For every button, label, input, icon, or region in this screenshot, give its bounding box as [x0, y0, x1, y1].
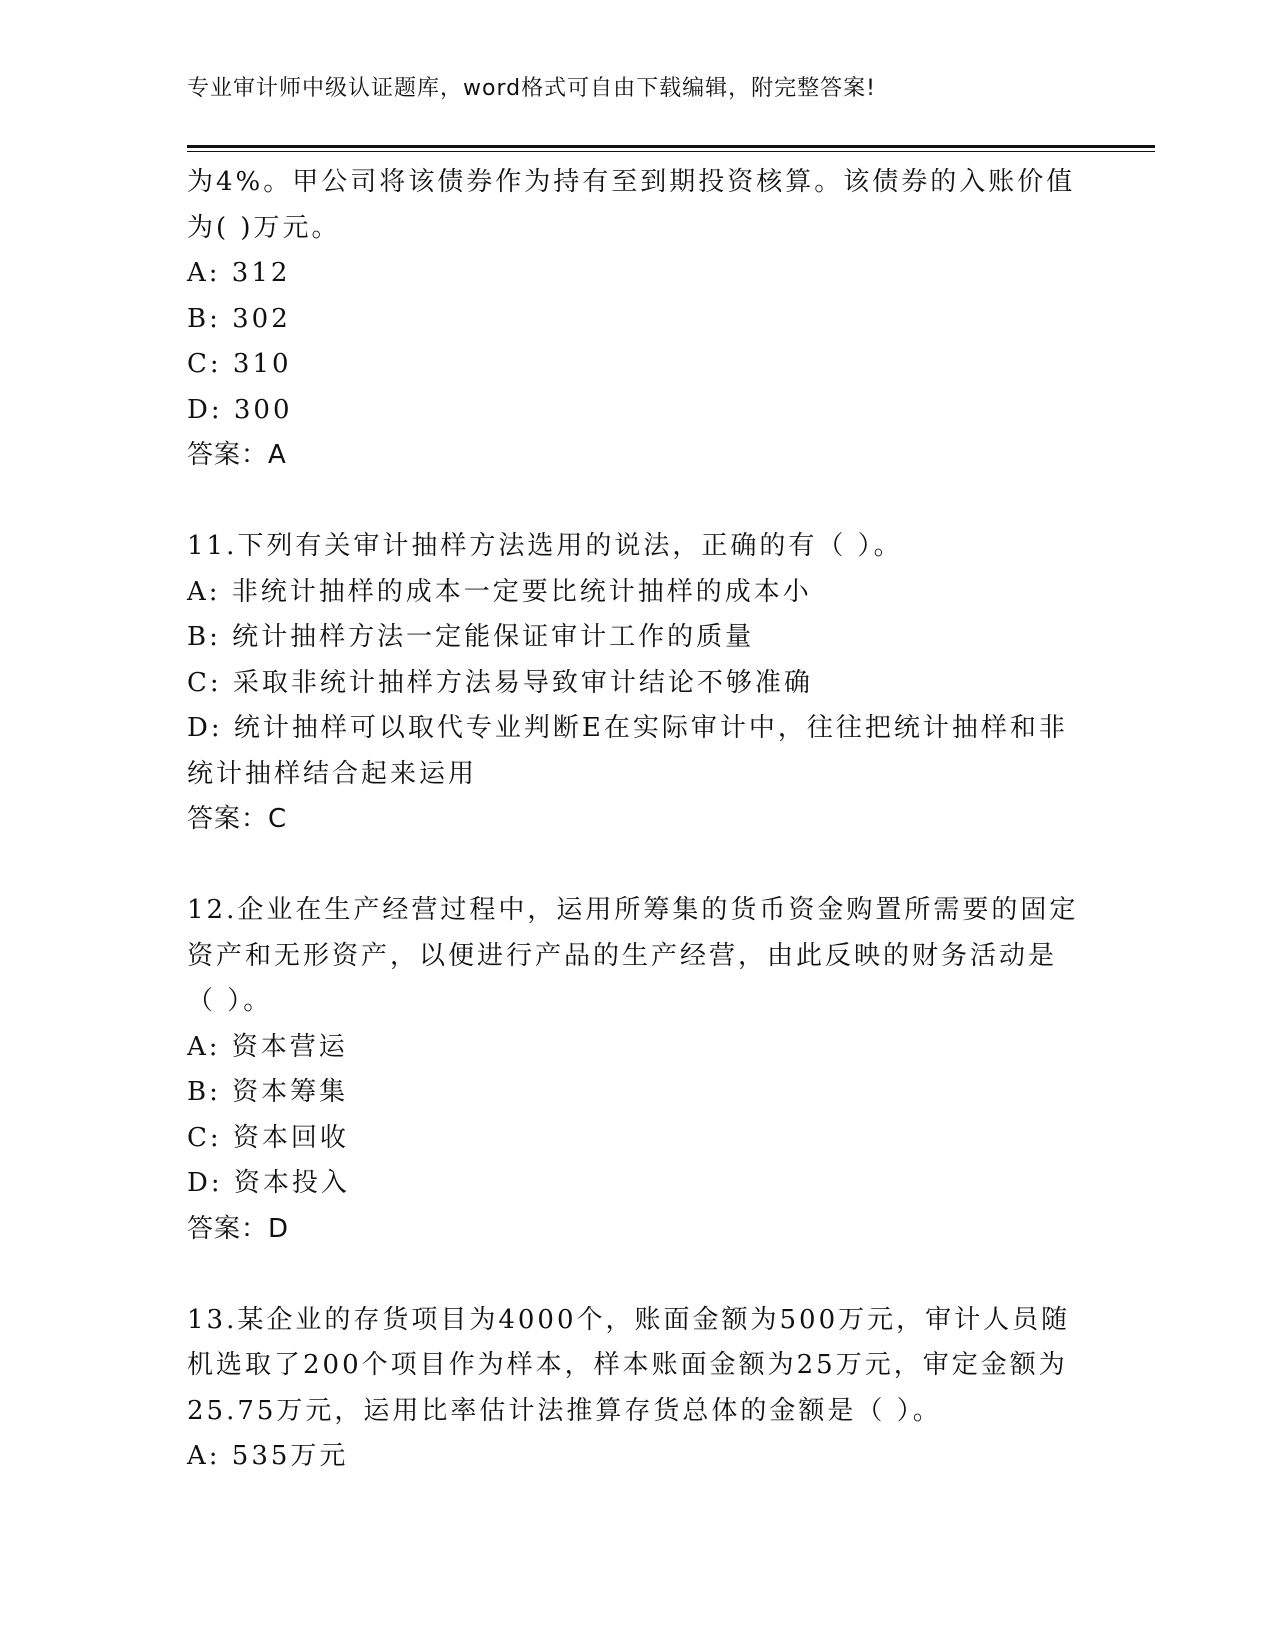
question-12-answer: 答案：D — [187, 1213, 290, 1244]
question-12-text-line-2: 资产和无形资产，以便进行产品的生产经营，由此反映的财务活动是 — [187, 940, 1058, 971]
question-11-option-d: D: 统计抽样可以取代专业判断E在实际审计中，往往把统计抽样和非 — [187, 713, 1068, 743]
question-12-text-line-1: 12.企业在生产经营过程中，运用所筹集的货币资金购置所需要的固定 — [187, 895, 1079, 925]
question-13-text-line-2: 机选取了200个项目作为样本，样本账面金额为25万元，审定金额为 — [187, 1350, 1068, 1380]
header-rule-thin — [187, 151, 1155, 152]
question-11-option-c: C: 采取非统计抽样方法易导致审计结论不够准确 — [187, 667, 813, 698]
question-12-option-b: B: 资本筹集 — [187, 1077, 349, 1107]
question-12-option-d: D: 资本投入 — [187, 1168, 350, 1198]
question-13-text-line-3: 25.75万元，运用比率估计法推算存货总体的金额是（ ）。 — [187, 1395, 942, 1426]
question-10-option-b: B: 302 — [187, 303, 291, 334]
question-10-text-line-2: 为( )万元。 — [187, 212, 341, 243]
question-12-option-a: A: 资本营运 — [187, 1031, 348, 1062]
spacer — [187, 843, 1087, 889]
question-11-answer: 答案：C — [187, 804, 288, 834]
question-13-option-a: A: 535万元 — [187, 1441, 349, 1471]
question-12-text-line-3: （ ）。 — [187, 986, 273, 1016]
question-13-text-line-1: 13.某企业的存货项目为4000个，账面金额为500万元，审计人员随 — [187, 1304, 1071, 1335]
spacer — [187, 479, 1087, 525]
question-11-text-line-1: 11.下列有关审计抽样方法选用的说法，正确的有（ ）。 — [187, 531, 903, 561]
page-header: 专业审计师中级认证题库，word格式可自由下载编辑，附完整答案! — [187, 76, 876, 101]
question-11-option-b: B: 统计抽样方法一定能保证审计工作的质量 — [187, 622, 755, 652]
question-12-option-c: C: 资本回收 — [187, 1122, 349, 1153]
question-10-answer: 答案：A — [187, 440, 287, 470]
header-rule-thick — [187, 145, 1155, 148]
spacer — [187, 1252, 1087, 1298]
question-10-option-c: C: 310 — [187, 349, 292, 379]
question-10-option-a: A: 312 — [187, 258, 291, 288]
question-11-option-d-cont: 统计抽样结合起来运用 — [187, 758, 478, 789]
document-body — [187, 160, 1087, 1480]
question-10-text-line-1: 为4%。甲公司将该债券作为持有至到期投资核算。该债券的入账价值 — [187, 167, 1076, 197]
question-10-option-d: D: 300 — [187, 394, 293, 425]
question-11-option-a: A: 非统计抽样的成本一定要比统计抽样的成本小 — [187, 576, 812, 607]
